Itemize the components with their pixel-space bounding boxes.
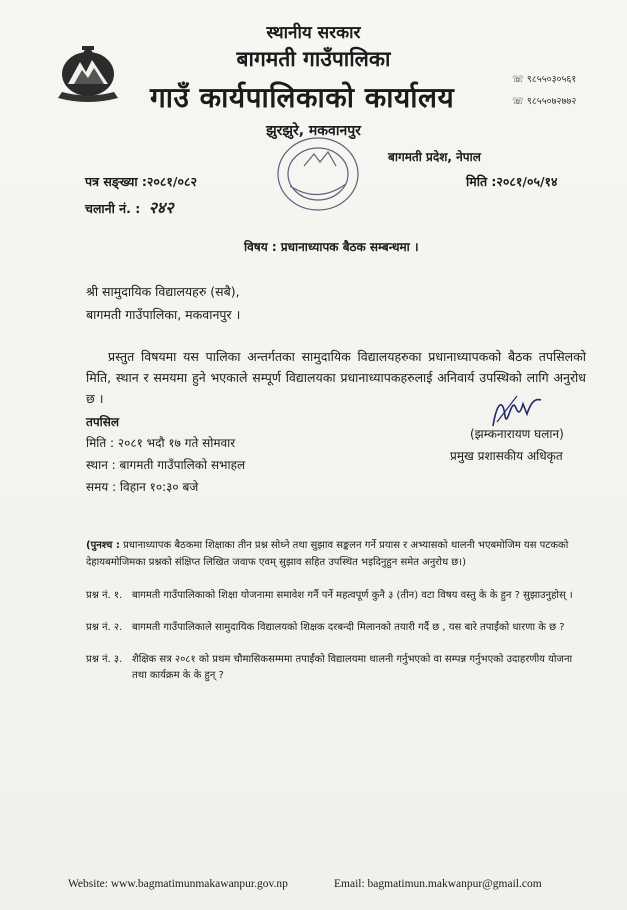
postscript-text: प्रधानाध्यापक बैठकमा शिक्षाका तीन प्रश्न सोध्ने तथा सुझाव सङ्कलन गर्ने प्रयास र अभ्यासको थालनी भएबमोजिम यस पटकको देहायबमोजिमका प्रश्नको संक्षिप्त लिखित जवाफ एवम् सुझाव सहित उपस्थित भइदिनुहुन समेत अनुरोध छ।)	[86, 540, 569, 568]
phone-number-1: ☏ ९८५५०३०५६१	[512, 74, 577, 85]
letterhead-address: झुरझुरे, मकवानपुर	[266, 123, 361, 139]
question-item	[86, 652, 586, 684]
question-label: प्रश्न नं. ३.	[86, 654, 123, 665]
signatory-title: प्रमुख प्रशासकीय अधिकृत	[450, 449, 563, 463]
phone-number-2: ☏ ९८५५०७२७७२	[512, 96, 577, 107]
question-item	[86, 588, 586, 604]
signatory-name: (झम्कनारायण घलान)	[470, 427, 564, 441]
schedule-place: स्थान : बागमती गाउँपालिको सभाहल	[86, 458, 246, 472]
footer-email: Email: bagmatimun.makwanpur@gmail.com	[334, 878, 542, 890]
postscript-label: (पुनश्च :	[86, 540, 120, 551]
footer-website: Website: www.bagmatimunmakawanpur.gov.np	[68, 878, 288, 890]
question-text: बागमती गाउँपालिकाले सामुदायिक विद्यालयको शिक्षक दरबन्दी मिलानको तयारी गर्दै छ , यस बारे तपाईंको धारणा के छ ?	[132, 622, 565, 633]
letterhead-province: बागमती प्रदेश, नेपाल	[388, 150, 481, 164]
office-stamp-icon	[270, 124, 366, 220]
question-text: बागमती गाउँपालिकाको शिक्षा योजनामा समावेश गर्नै पर्ने महत्वपूर्ण कुनै ३ (तीन) वटा विषय वस्तु के के हुन ? सुझाउनुहोस् ।	[132, 590, 573, 601]
postscript-note	[86, 537, 594, 571]
letter-date: मिति :२०८१/०५/१४	[466, 174, 558, 189]
addressee-line-2: बागमती गाउँपालिका, मकवानपुर ।	[86, 307, 241, 322]
reference-number: पत्र सङ्ख्या :२०८१/०८२	[85, 174, 197, 189]
question-label: प्रश्न नं. १.	[86, 590, 123, 601]
letter-subject: विषय : प्रधानाध्यापक बैठक सम्बन्धमा ।	[244, 240, 419, 254]
question-item	[86, 620, 586, 636]
body-paragraph: प्रस्तुत विषयमा यस पालिका अन्तर्गतका सामुदायिक विद्यालयहरुका प्रधानाध्यापकको बैठक तपसिलको मिति, स्थान र समयमा हुने भएकाले सम्पूर्ण विद्यालयका प्रधानाध्यापकहरुलाई अनिवार्य उपस्थिको लागि अनुरोध छ ।	[86, 349, 586, 406]
dispatch-number: २४२	[148, 198, 174, 217]
letterhead-municipality: बागमती गाउँपालिका	[236, 47, 391, 71]
schedule-date: मिति : २०८१ भदौ १७ गते सोमवार	[86, 436, 236, 450]
question-text: शैक्षिक सत्र २०८१ को प्रथम चौमासिकसम्ममा तपाईंको विद्यालयमा थालनी गर्नुभएको वा सम्पन्न गर्नुभएको उदाहरणीय योजना तथा कार्यक्रम के के हुन् ?	[132, 654, 573, 681]
letterhead-local-government: स्थानीय सरकार	[266, 23, 361, 43]
schedule-heading: तपसिल	[86, 415, 120, 429]
letterhead-office: गाउँ कार्यपालिकाको कार्यालय	[150, 81, 455, 114]
addressee-line-1: श्री सामुदायिक विद्यालयहरु (सबै),	[86, 284, 240, 299]
question-label: प्रश्न नं. २.	[86, 622, 123, 633]
schedule-time: समय : विहान १०:३० बजे	[86, 480, 199, 494]
dispatch-label	[85, 196, 174, 218]
dispatch-label-text: चलानी नं. :	[85, 201, 141, 216]
